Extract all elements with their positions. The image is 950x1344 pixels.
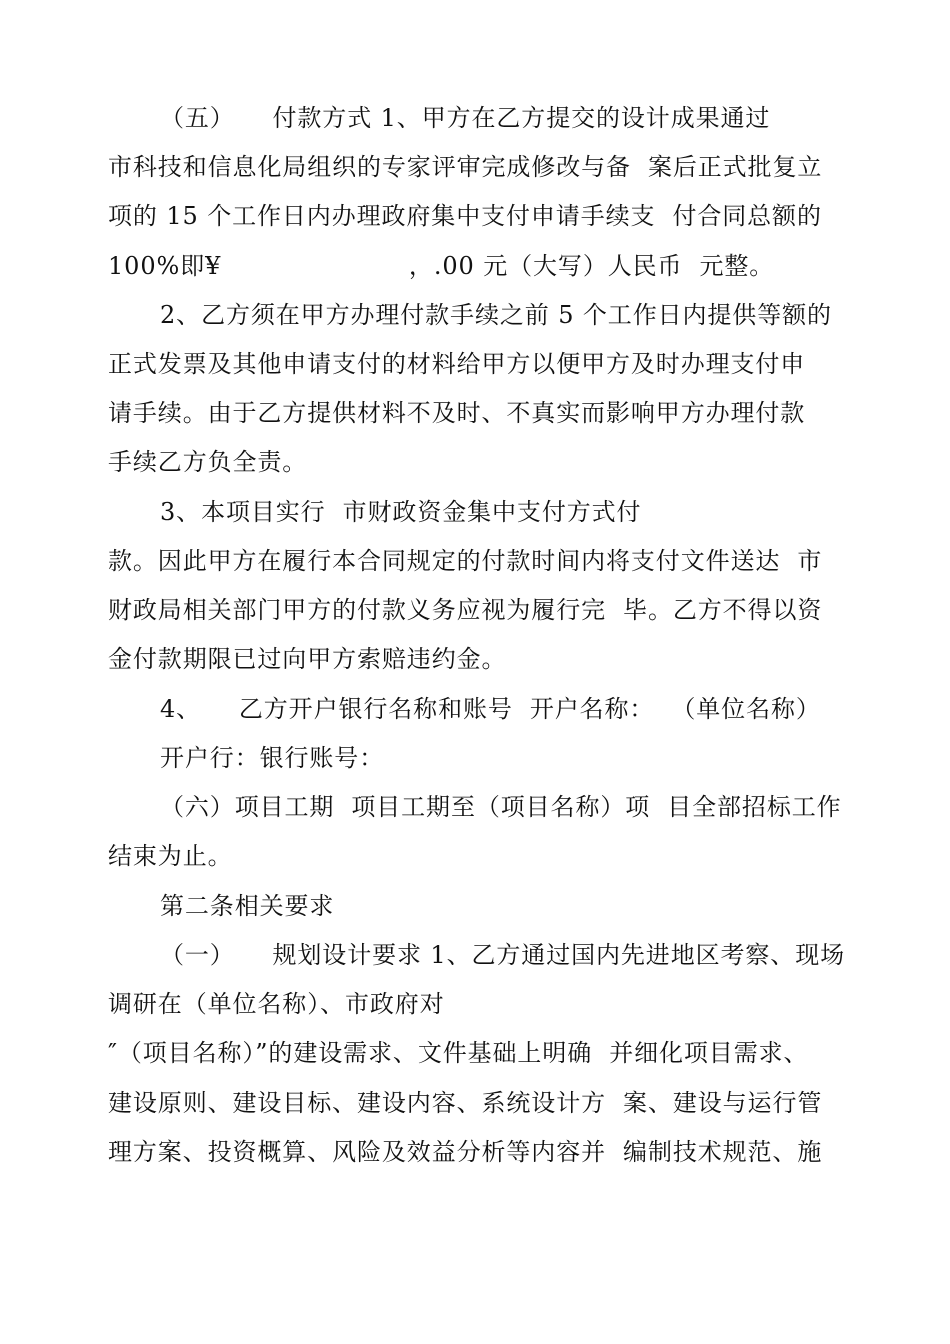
para-6-project-period-line-1: （六）项目工期 项目工期至（项目名称）项 目全部招标工作 [160, 793, 842, 821]
item-3-line-4: 金付款期限已过向甲方索赔违约金。 [108, 645, 507, 673]
item-4-bank-account-line: 4、 乙方开户银行名称和账号 开户名称： （单位名称） [160, 695, 821, 723]
para-5-amount-line: 100%即¥ ，.00 元（大写）人民币 元整。 [108, 252, 775, 280]
item-2-line-4: 手续乙方负全责。 [108, 448, 308, 476]
para-1-requirements-line-4: 建设原则、建设目标、建设内容、系统设计方 案、建设与运行管 [108, 1089, 823, 1117]
item-3-line-1: 3、本项目实行 市财政资金集中支付方式付 [160, 498, 642, 526]
item-4-bank-line: 开户行：银行账号： [160, 744, 385, 772]
para-5-line-2: 市科技和信息化局组织的专家评审完成修改与备 案后正式批复立 [108, 153, 823, 181]
item-2-line-1: 2、乙方须在甲方办理付款手续之前 5 个工作日内提供等额的 [160, 301, 832, 329]
para-5-line-3: 项的 15 个工作日内办理政府集中支付申请手续支 付合同总额的 [108, 202, 822, 230]
para-6-project-period-line-2: 结束为止。 [108, 842, 233, 870]
para-1-requirements-line-2: 调研在（单位名称）、市政府对 [108, 990, 445, 1018]
item-2-line-3: 请手续。由于乙方提供材料不及时、不真实而影响甲方办理付款 [108, 399, 806, 427]
item-3-line-3: 财政局相关部门甲方的付款义务应视为履行完 毕。乙方不得以资 [108, 596, 823, 624]
article-2-heading: 第二条相关要求 [160, 892, 335, 920]
para-1-requirements-line-3: ″（项目名称）”的建设需求、文件基础上明确 并细化项目需求、 [108, 1039, 809, 1067]
para-1-requirements-line-5: 理方案、投资概算、风险及效益分析等内容并 编制技术规范、施 [108, 1138, 823, 1166]
item-2-line-2: 正式发票及其他申请支付的材料给甲方以便甲方及时办理支付申 [108, 350, 806, 378]
para-5-payment-method-heading: （五） 付款方式 1、甲方在乙方提交的设计成果通过 [160, 104, 771, 132]
para-1-requirements-line-1: （一） 规划设计要求 1、乙方通过国内先进地区考察、现场 [160, 941, 845, 969]
item-3-line-2: 款。因此甲方在履行本合同规定的付款时间内将支付文件送达 市 [108, 547, 823, 575]
